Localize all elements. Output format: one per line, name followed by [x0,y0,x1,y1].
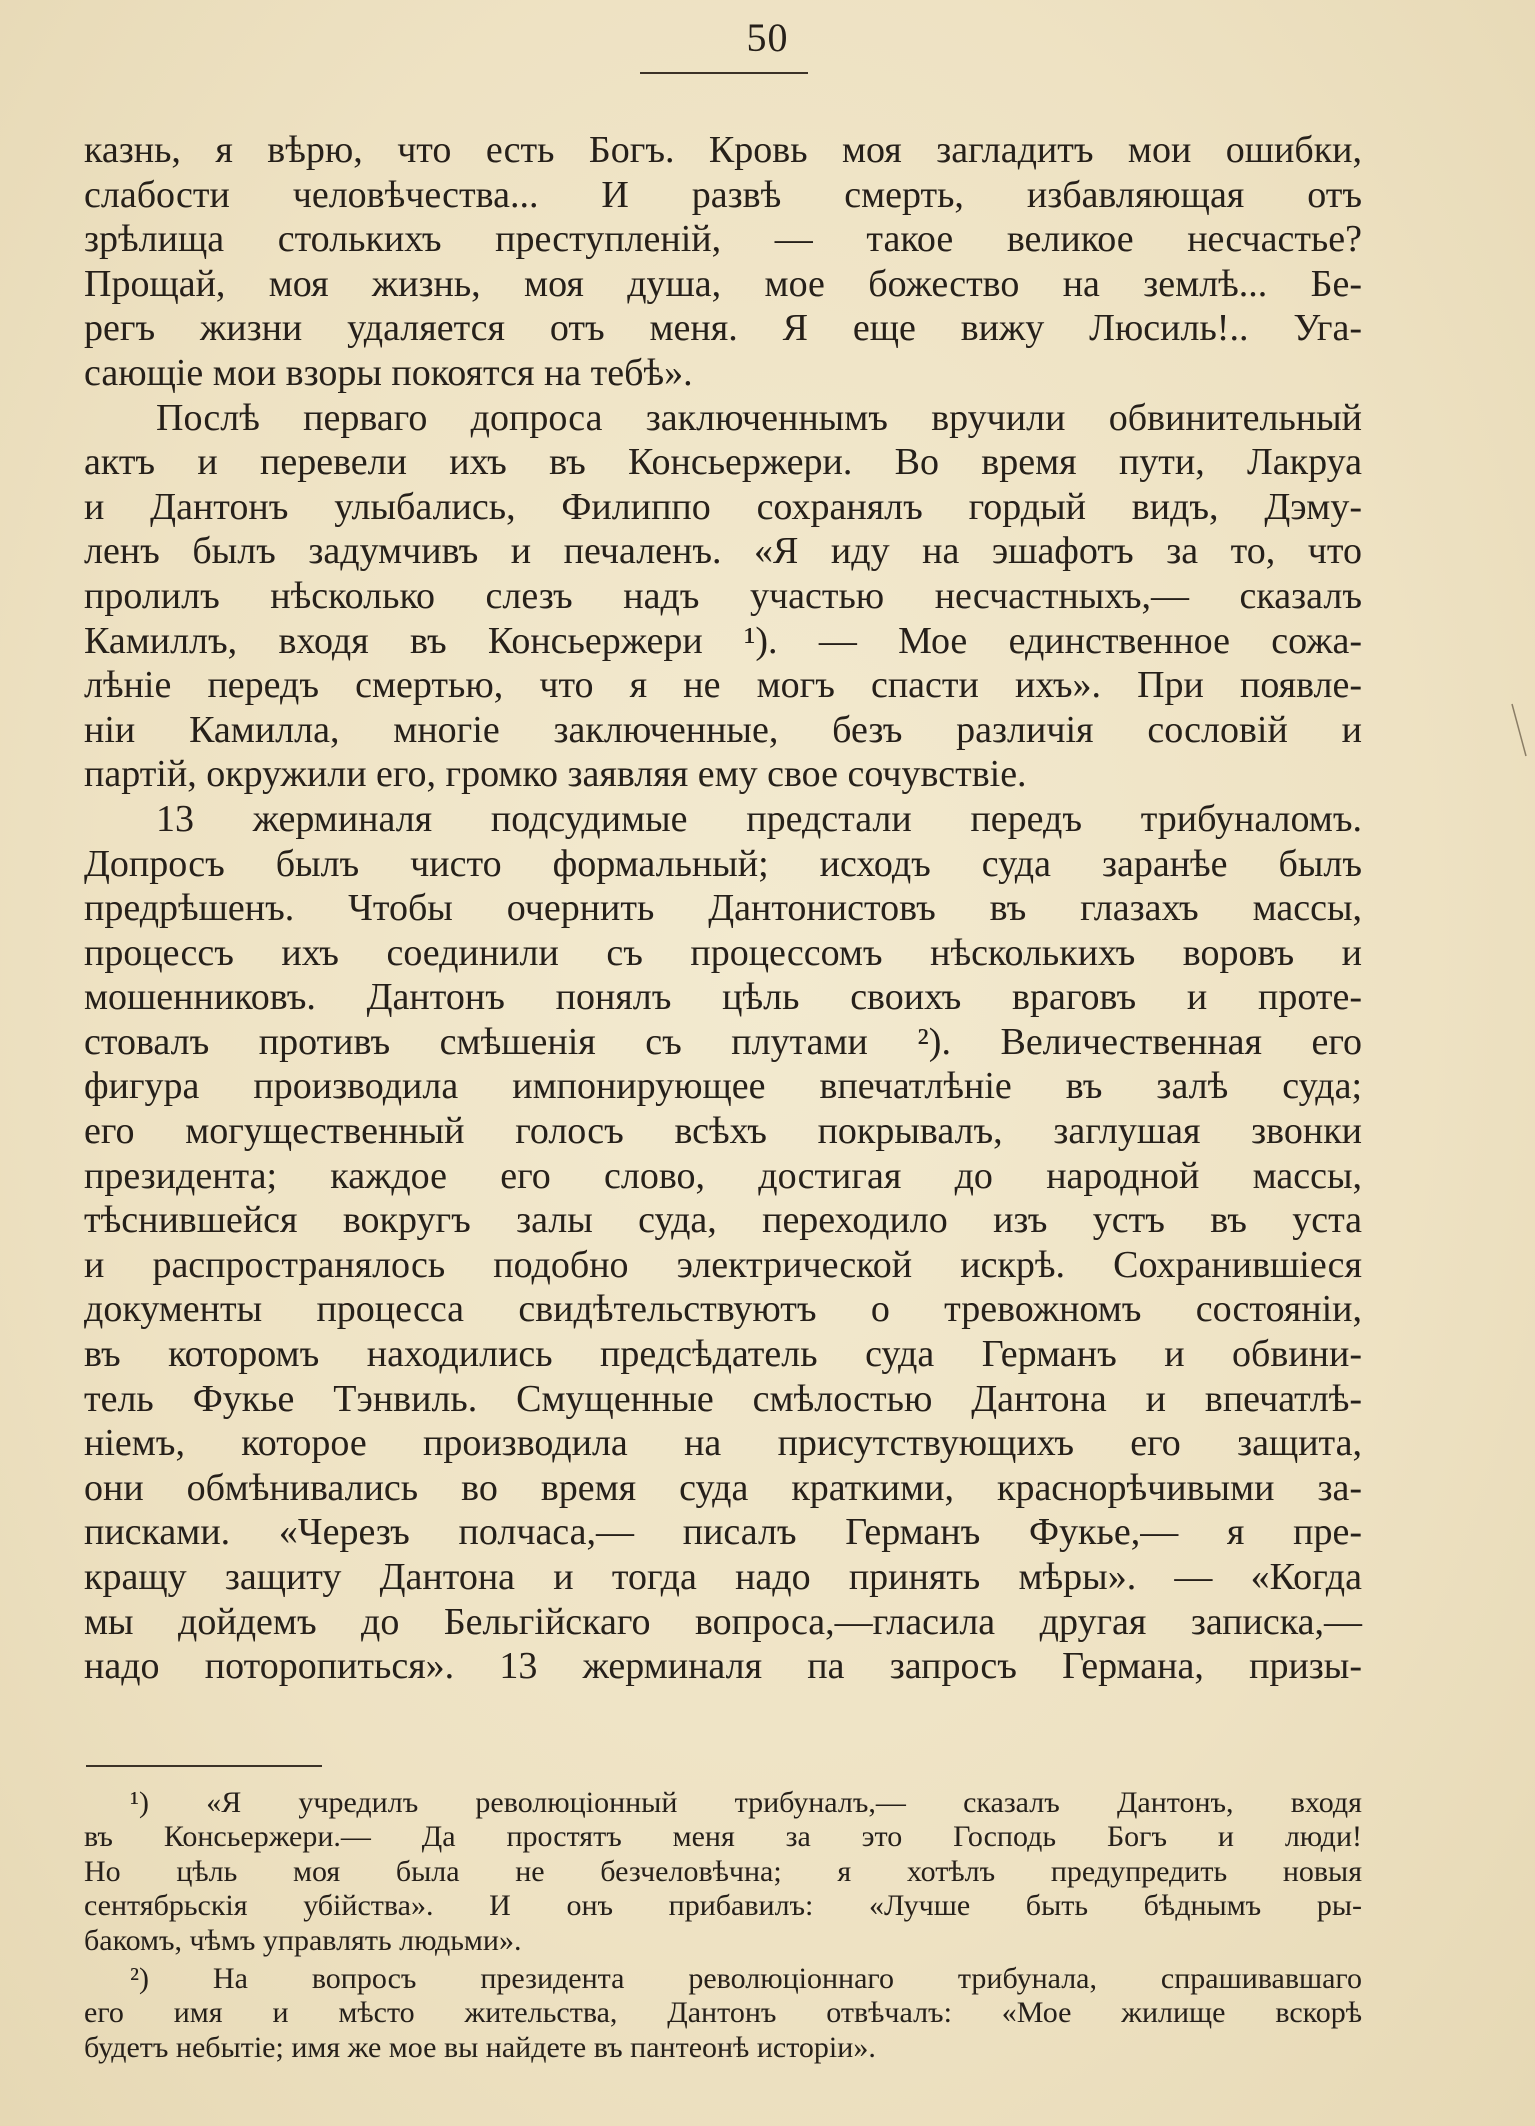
footnote-rule [86,1765,322,1767]
footnote-line: въ Консьержери.— Да простятъ меня за это Господь Богъ и люди! [84,1820,1362,1854]
text-line: ніи Камилла, многіе заключенные, безъ различія сословій и [84,708,1362,751]
text-line: и распространялось подобно электрической искрѣ. Сохранившіеся [84,1243,1362,1286]
text-line: кращу защиту Дантона и тогда надо принять мѣры». — «Когда [84,1556,1362,1598]
text-line: мы дойдемъ до Бельгійскаго вопроса,—гласила другая записка,— [84,1600,1362,1643]
text-line: сающіе мои взоры покоятся на тебѣ». [84,351,693,394]
text-line: президента; каждое его слово, достигая до народной массы, [84,1154,1362,1197]
text-line: пролилъ нѣсколько слезъ надъ участью несчастныхъ,— сказалъ [84,574,1362,617]
footnote-line: ¹) «Я учредилъ революціонный трибуналъ,— сказалъ Дантонъ, входя [130,1786,1362,1819]
text-line: мошенниковъ. Дантонъ понялъ цѣль своихъ враговъ и проте- [84,976,1362,1019]
text-line: надо поторопиться». 13 жерминаля па запросъ Германа, призы- [84,1645,1362,1688]
margin-pencil-mark [1508,700,1530,760]
text-line: Допросъ былъ чисто формальный; исходъ суда заранѣе былъ [84,842,1362,885]
text-line: актъ и перевели ихъ въ Консьержери. Во время пути, Лакруа [84,441,1362,484]
footnote-line: будетъ небытіе; имя же мое вы найдете въ пантеонѣ исторіи». [84,2030,876,2064]
footnote-line: Но цѣль моя была не безчеловѣчна; я хотѣлъ предупредить новыя [84,1854,1362,1888]
text-line: фигура производила импонирующее впечатлѣніе въ залѣ суда; [84,1065,1362,1108]
header-rule [640,72,808,74]
text-line: документы процесса свидѣтельствуютъ о тревожномъ состояніи, [84,1288,1362,1331]
footnotes [84,1786,1362,2065]
text-line: ленъ былъ задумчивъ и печаленъ. «Я иду на эшафотъ за то, что [84,530,1362,573]
text-line: писками. «Черезъ полчаса,— писалъ Германъ Фукье,— я пре- [84,1511,1362,1554]
text-line: предрѣшенъ. Чтобы очернить Дантонистовъ въ глазахъ массы, [84,887,1362,930]
body-text [84,128,1362,1689]
text-line: казнь, я вѣрю, что есть Богъ. Кровь моя загладитъ мои ошибки, [84,129,1362,171]
page-number: 50 [746,15,789,60]
text-line: въ которомъ находились предсѣдатель суда Германъ и обвини- [84,1333,1362,1376]
text-line: тель Фукье Тэнвиль. Смущенные смѣлостью Дантона и впечатлѣ- [84,1377,1362,1420]
text-line: Послѣ перваго допроса заключеннымъ вручили обвинительный [156,396,1362,439]
text-line: Камиллъ, входя въ Консьержери ¹). — Мое единственное сожа- [84,619,1362,662]
text-line: процессъ ихъ соединили съ процессомъ нѣсколькихъ воровъ и [84,931,1362,974]
text-line: его могущественный голосъ всѣхъ покрывалъ, заглушая звонки [84,1110,1362,1153]
text-line: и Дантонъ улыбались, Филиппо сохранялъ гордый видъ, Дэму- [84,485,1362,528]
footnote-line: сентябрьскія убійства». И онъ прибавилъ: «Лучше быть бѣднымъ ры- [84,1889,1362,1923]
text-line: тѣснившейся вокругъ залы суда, переходило изъ устъ въ уста [84,1199,1362,1242]
footnote-line: бакомъ, чѣмъ управлять людьми». [84,1923,522,1957]
text-line: партій, окружили его, громко заявляя ему свое сочувствіе. [84,753,1027,796]
footnote-line: ²) На вопросъ президента революціоннаго трибунала, спрашивавшаго [130,1961,1362,1995]
text-line: Прощай, моя жизнь, моя душа, мое божество на землѣ... Бе- [84,262,1362,305]
text-line: регъ жизни удаляется отъ меня. Я еще вижу Люсиль!.. Уга- [84,307,1362,350]
text-line: зрѣлища столькихъ преступленій, — такое великое несчастье? [84,218,1362,261]
text-line: они обмѣнивались во время суда краткими, краснорѣчивыми за- [84,1466,1362,1509]
text-line: лѣніе передъ смертью, что я не могъ спасти ихъ». При появле- [84,664,1362,707]
text-line: слабости человѣчества... И развѣ смерть, избавляющая отъ [84,173,1362,216]
text-line: ніемъ, которое производила на присутствующихъ его защита, [84,1422,1362,1465]
text-line: 13 жерминаля подсудимые предстали передъ трибуналомъ. [156,797,1362,840]
footnote-line: его имя и мѣсто жительства, Дантонъ отвѣчалъ: «Мое жилище вскорѣ [84,1996,1362,2030]
text-line: стовалъ противъ смѣшенія съ плутами ²). Величественная его [84,1020,1362,1063]
